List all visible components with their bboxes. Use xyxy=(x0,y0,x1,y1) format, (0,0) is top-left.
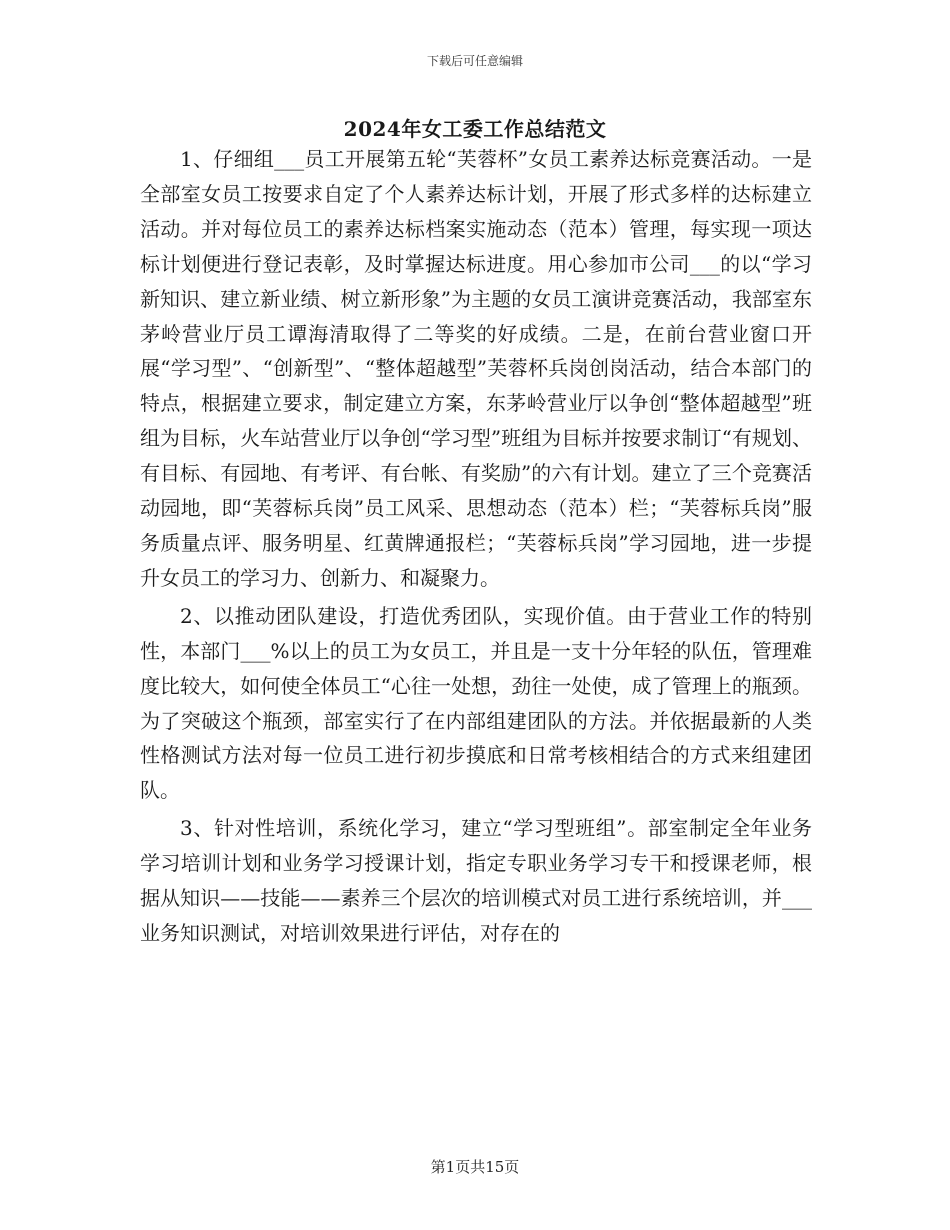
document-title: 2024年女工委工作总结范文 xyxy=(343,117,607,141)
page-number-footer: 第1页共15页 xyxy=(430,1158,520,1176)
document-body xyxy=(140,142,812,954)
paragraph-3: 3、针对性培训，系统化学习，建立“学习型班组”。部室制定全年业务学习培训计划和业务学习授课计划，指定专职业务学习专干和授课老师，根据从知识——技能——素养三个层次的培训模式对员工进行系统培训，并___业务知识测试，对培训效果进行评估，对存在的 xyxy=(140,816,812,945)
paragraph-2: 2、以推动团队建设，打造优秀团队，实现价值。由于营业工作的特别性，本部门___%以上的员工为女员工，并且是一支十分年轻的队伍，管理难度比较大，如何使全体员工“心往一处想，劲往一处使，成了管理上的瓶颈。为了突破这个瓶颈，部室实行了在内部组建团队的方法。并依据最新的人类性格测试方法对每一位员工进行初步摸底和日常考核相结合的方式来组建团队。 xyxy=(140,603,812,803)
page-header-note: 下载后可任意编辑 xyxy=(426,54,523,68)
paragraph-1: 1、仔细组___员工开展第五轮“芙蓉杯”女员工素养达标竞赛活动。一是全部室女员工按要求自定了个人素养达标计划，开展了形式多样的达标建立活动。并对每位员工的素养达标档案实施动态（范本）管理，每实现一项达标计划便进行登记表彰，及时掌握达标进度。用心参加市公司___的以“学习新知识、建立新业绩、树立新形象”为主题的女员工演讲竞赛活动，我部室东茅岭营业厅员工谭海清取得了二等奖的好成绩。二是，在前台营业窗口开展“学习型”、“创新型”、“整体超越型”芙蓉杯兵岗创岗活动，结合本部门的特点，根据建立要求，制定建立方案，东茅岭营业厅以争创“整体超越型”班组为目标，火车站营业厅以争创“学习型”班组为目标并按要求制订“有规划、有目标、有园地、有考评、有台帐、有奖励”的六有计划。建立了三个竞赛活动园地，即“芙蓉标兵岗”员工风采、思想动态（范本）栏；“芙蓉标兵岗”服务质量点评、服务明星、红黄牌通报栏；“芙蓉标兵岗”学习园地，进一步提升女员工的学习力、创新力、和凝聚力。 xyxy=(140,147,812,590)
